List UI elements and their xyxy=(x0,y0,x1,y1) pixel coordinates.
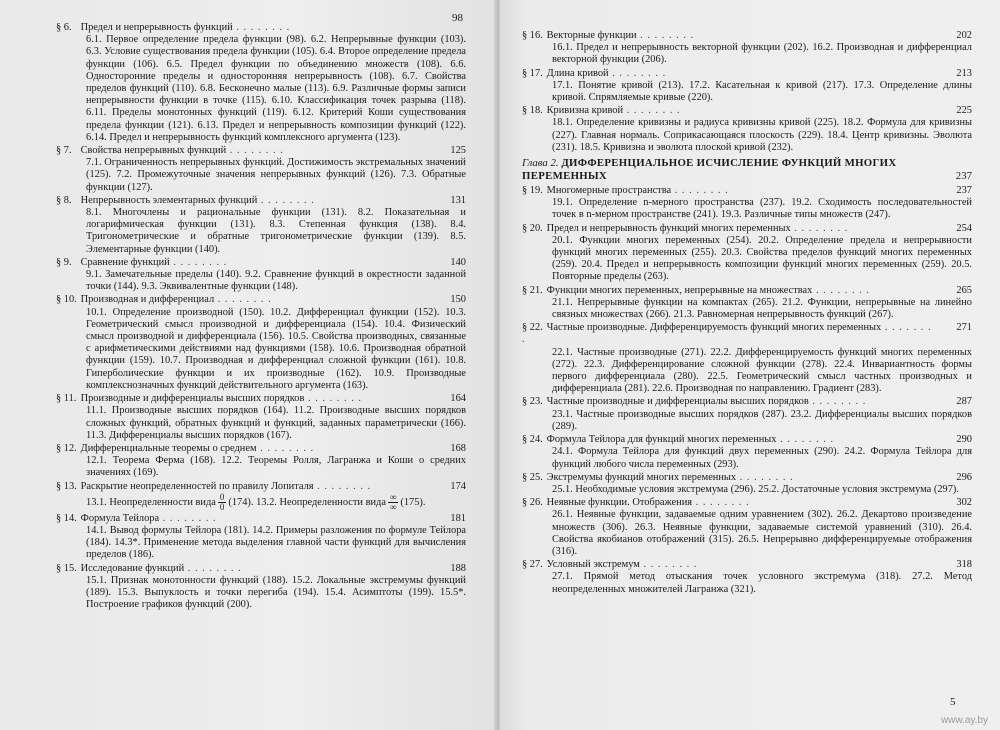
subsection-list: 11.1. Производные высших порядков (164). 11.2. Производные высших порядков сложных функций, обратных функций и функций, заданных параметрически (166). 11.3. Дифференциалы высших порядков (167). xyxy=(86,405,466,441)
section-title: Неявные функции. Отображения xyxy=(546,497,693,509)
subsection-list: 25.1. Необходимые условия экстремума (296). 25.2. Достаточные условия экстремума (297). xyxy=(552,483,959,495)
section-heading xyxy=(56,145,466,157)
section-page: 125 xyxy=(450,145,466,157)
leader-dots: . . . . . . . . xyxy=(184,562,242,574)
subsection-list: 21.1. Непрерывные функции на компактах (265). 21.2. Функции, непрерывные на линейно связных множествах (266). 21.3. Равномерная непрерывность функций (267). xyxy=(552,296,972,321)
leader-dots: . . . . . . . . xyxy=(256,442,315,454)
leader-dots: . . . . . . . . xyxy=(159,512,217,524)
toc-entry xyxy=(56,22,466,144)
toc-entry xyxy=(522,472,972,496)
section-number: § 22. xyxy=(522,322,543,334)
section-heading xyxy=(56,563,466,575)
section-number: § 16. xyxy=(522,30,543,41)
section-title: Формула Тейлора xyxy=(80,512,160,524)
section-title: Производные и дифференциалы высших порядков xyxy=(80,393,305,405)
section-number: § 12. xyxy=(56,442,77,454)
section-page: 265 xyxy=(956,284,972,296)
chapter-title: ДИФФЕРЕНЦИАЛЬНОЕ ИСЧИСЛЕНИЕ ФУНКЦИЙ МНОГИХ ПЕРЕМЕННЫХ xyxy=(522,157,897,183)
leader-dots: . . . . . . . . xyxy=(313,480,372,492)
subsection-list xyxy=(56,493,466,512)
section-heading xyxy=(522,472,972,484)
fraction-denominator: ∞ xyxy=(389,501,397,512)
leader-dots: . . . . . . . . xyxy=(671,185,729,197)
leader-dots: . . . . . . . . xyxy=(808,396,867,408)
section-title: Свойства непрерывных функций xyxy=(80,145,227,157)
section-heading xyxy=(522,497,972,509)
section-heading xyxy=(522,434,972,446)
section-title: Частные производные. Дифференцируемость функций многих переменных xyxy=(546,322,882,334)
section-heading xyxy=(522,30,972,42)
section-title: Векторные функции xyxy=(546,30,637,41)
section-number: § 18. xyxy=(522,105,543,117)
subsection-text: 13.1. Неопределенности вида xyxy=(86,496,216,508)
subsection-list: 22.1. Частные производные (271). 22.2. Дифференцируемость функций многих переменных (272). 22.3. Дифференцирование сложной функции (278). 22.4. Инвариантность формы первого дифференциала (280). 22.5. Геометрический смысл частных производных и дифференциала (281). 22.6. Производная по направлению. Градиент (283). xyxy=(552,346,972,395)
section-page: 254 xyxy=(956,222,972,234)
subsection-list: 12.1. Теорема Ферма (168). 12.2. Теоремы Ролля, Лагранжа и Коши о средних значениях (169). xyxy=(86,455,466,479)
leader-dots: . . . . . . . . xyxy=(214,294,272,306)
toc-entry xyxy=(522,105,972,154)
toc-entry xyxy=(522,30,972,67)
fraction-numerator: 0 xyxy=(219,491,225,502)
section-heading xyxy=(522,559,972,571)
section-number: § 6. xyxy=(56,22,72,33)
toc-entry xyxy=(522,223,972,284)
section-title: Условный экстремум xyxy=(546,559,640,571)
toc-entry xyxy=(522,68,972,105)
toc-entry xyxy=(56,481,466,512)
toc-right-column xyxy=(522,30,972,597)
subsection-list: 7.1. Ограниченность непрерывных функций. Достижимость экстремальных значений (125). 7.2. Промежуточные значения непрерывных функций (126). 7.3. Обратные функции (127). xyxy=(86,157,466,193)
subsection-list: 15.1. Признак монотонности функций (188). 15.2. Локальные экстремумы функций (189). 15.3. Выпуклость и точки перегиба (194). 15.4. Асимптоты (199). 15.5*. Построение графиков функций (200). xyxy=(86,574,466,611)
section-number: § 26. xyxy=(522,497,543,509)
section-title: Непрерывность элементарных функций xyxy=(80,194,258,206)
section-page: 290 xyxy=(956,434,972,446)
section-page: 164 xyxy=(450,393,466,405)
subsection-list: 24.1. Формула Тейлора для функций двух переменных (290). 24.2. Формула Тейлора для функций любого числа переменных (293). xyxy=(552,446,972,470)
section-title: Многомерные пространства xyxy=(546,185,672,197)
section-heading xyxy=(56,22,466,34)
subsection-list: 20.1. Функции многих переменных (254). 20.2. Определение предела и непрерывности функций многих переменных (255). 20.3. Свойства пределов функций многих переменных (259). 20.4. Предел и непрерывность композиции функций многих переменных (259). 20.5. Повторные пределы (263). xyxy=(552,234,972,283)
section-heading xyxy=(56,195,466,207)
subsection-list: 23.1. Частные производные высших порядков (287). 23.2. Дифференциалы высших порядков (289). xyxy=(552,408,972,432)
subsection-list: 19.1. Определение n-мерного пространства (237). 19.2. Сходимость последовательностей точек в n-мерном пространстве (241). 19.3. Различные типы множеств (247). xyxy=(552,197,972,221)
section-number: § 8. xyxy=(56,194,72,206)
section-heading xyxy=(56,443,466,455)
section-page: 168 xyxy=(450,442,466,454)
leader-dots: . . . . . . . . xyxy=(232,22,291,33)
section-title: Дифференциальные теоремы о среднем xyxy=(80,442,257,454)
toc-entry xyxy=(56,195,466,256)
watermark: www.ay.by xyxy=(940,715,988,726)
section-heading xyxy=(56,294,466,306)
toc-entry xyxy=(56,145,466,194)
subsection-list: 17.1. Понятие кривой (213). 17.2. Касательная к кривой (217). 17.3. Определение длины кривой. Спрямляемые кривые (220). xyxy=(552,79,972,104)
toc-entry xyxy=(522,497,972,558)
leader-dots: . . . . . . . . xyxy=(623,105,681,117)
section-page: 287 xyxy=(956,396,972,408)
section-page: 181 xyxy=(450,512,466,524)
section-number: § 17. xyxy=(522,67,543,79)
leader-dots: . . . . . . . . xyxy=(736,471,794,483)
toc-left-column xyxy=(56,22,466,612)
toc-entry xyxy=(56,257,466,294)
section-page: 225 xyxy=(956,105,972,117)
section-title: Раскрытие неопределенностей по правилу Лопиталя xyxy=(80,480,314,492)
section-title: Функции многих переменных, непрерывные на множествах xyxy=(546,284,813,296)
section-number: § 13. xyxy=(56,480,77,492)
section-page: 271 xyxy=(956,322,972,334)
section-title: Предел и непрерывность функций xyxy=(80,22,233,33)
section-number: § 7. xyxy=(56,145,72,157)
leader-dots: . . . . . . . . xyxy=(608,67,667,79)
subsection-list: 10.1. Определение производной (150). 10.2. Дифференциал функции (152). 10.3. Геометрический смысл производной и дифференциала (154). 10.4. Физический смысл производной и дифференциала (156). 10.5. Свойства производных, связанные с арифметическими действиями над функциями (158). 10.6. Производная обратной функции (159). 10.7. Производная и дифференциал сложной функции (161). 10.8. Гиперболические функции и их производные (162). 10.9. Производные комплекснозначных функций действительного аргумента (163). xyxy=(86,306,466,391)
subsection-list: 6.1. Первое определение предела функции (98). 6.2. Непрерывные функции (103). 6.3. Условие существования предела функции (105). 6.4. Второе определение предела функции (106). 6.5. Предел функции по объединению множеств (108). 6.6. Односторонние пределы и односторонняя непрерывность (108). 6.7. Свойства пределов функций (110). 6.8. Бесконечно малые (113). 6.9. Различные формы записи непрерывности функции в точке (115). 6.10. Классификация точек разрыва (118). 6.11. Пределы монотонных функций (119). 6.12. Критерий Коши существования предела функции (121). 6.13. Предел и непрерывность композиции функций (122). 6.14. Предел и непрерывность функций комплексного аргумента (123). xyxy=(86,34,466,143)
section-heading xyxy=(56,513,466,525)
section-page: 202 xyxy=(956,30,972,41)
section-title: Экстремумы функций многих переменных xyxy=(546,471,737,483)
section-heading xyxy=(522,185,972,197)
leader-dots: . . . . . . . . xyxy=(636,30,695,41)
section-page: 237 xyxy=(956,185,972,197)
section-heading xyxy=(522,396,972,408)
section-heading xyxy=(522,285,972,297)
section-number: § 15. xyxy=(56,562,77,574)
section-heading xyxy=(522,223,972,235)
leader-dots: . . . . . . . . xyxy=(776,434,835,446)
toc-entry xyxy=(522,559,972,596)
chapter-heading xyxy=(522,157,972,183)
toc-entry xyxy=(522,322,972,395)
section-title: Производная и дифференциал xyxy=(80,294,215,306)
section-title: Формула Тейлора для функций многих переменных xyxy=(546,434,777,446)
leader-dots: . . . . . . . . xyxy=(522,322,932,346)
section-page: 318 xyxy=(956,559,972,571)
chapter-label: Глава 2. xyxy=(522,157,559,170)
leader-dots: . . . . . . . . xyxy=(304,393,362,405)
section-number: § 21. xyxy=(522,284,543,296)
section-heading xyxy=(522,68,972,80)
leader-dots: . . . . . . . . xyxy=(257,194,315,206)
section-heading xyxy=(522,322,972,346)
left-page xyxy=(0,0,496,730)
subsection-list: 14.1. Вывод формулы Тейлора (181). 14.2. Примеры разложения по формуле Тейлора (184). 14.3*. Применение метода выделения главной части функций для вычисления пределов (186). xyxy=(86,524,466,561)
section-heading xyxy=(56,481,466,493)
section-page: 150 xyxy=(450,294,466,306)
toc-entry xyxy=(56,443,466,480)
subsection-list: 18.1. Определение кривизны и радиуса кривизны кривой (225). 18.2. Формула для кривизны (227). Главная нормаль. Соприкасающаяся плоскость (229). 18.4. Центр кривизны. Эволюта (231). 18.5. Кривизна и эволюта плоской кривой (232). xyxy=(552,117,972,153)
subsection-list: 27.1. Прямой метод отыскания точек условного экстремума (318). 27.2. Метод неопределенных множителей Лагранжа (321). xyxy=(552,571,972,595)
section-number: § 11. xyxy=(56,393,77,405)
section-number: § 23. xyxy=(522,396,543,408)
subsection-text: (174). 13.2. Неопределенности вида xyxy=(228,496,386,508)
section-title: Длина кривой xyxy=(546,67,609,79)
fraction-denominator: 0 xyxy=(219,501,225,512)
section-title: Сравнение функций xyxy=(80,256,170,268)
section-title: Предел и непрерывность функций многих переменных xyxy=(546,222,791,234)
section-page: 131 xyxy=(450,194,466,206)
section-heading xyxy=(56,257,466,269)
fraction-numerator: ∞ xyxy=(389,491,397,502)
section-title: Кривизна кривой xyxy=(546,105,624,117)
section-number: § 9. xyxy=(56,256,72,268)
chapter-page: 237 xyxy=(955,170,972,183)
page-number: 5 xyxy=(950,696,956,708)
leader-dots: . . . . . . . . xyxy=(639,559,698,571)
section-page: 302 xyxy=(956,497,972,509)
toc-entry xyxy=(56,294,466,392)
subsection-text: (175). xyxy=(400,496,426,508)
leader-dots: . . . . . . . . xyxy=(812,284,870,296)
toc-entry xyxy=(522,185,972,222)
fraction xyxy=(388,493,398,512)
toc-entry xyxy=(56,563,466,612)
section-number: § 20. xyxy=(522,222,543,234)
page-number: 98 xyxy=(452,12,463,24)
toc-entry xyxy=(56,393,466,442)
toc-entry xyxy=(56,513,466,562)
section-number: § 19. xyxy=(522,185,543,197)
section-page: 296 xyxy=(956,471,972,483)
section-title: Частные производные и дифференциалы высших порядков xyxy=(546,396,809,408)
section-number: § 27. xyxy=(522,559,543,571)
leader-dots: . . . . . . . . xyxy=(169,256,228,268)
subsection-list: 9.1. Замечательные пределы (140). 9.2. Сравнение функций в окрестности заданной точки (144). 9.3. Эквивалентные функции (148). xyxy=(86,269,466,293)
section-number: § 24. xyxy=(522,434,543,446)
section-number: § 25. xyxy=(522,471,543,483)
leader-dots: . . . . . . . . xyxy=(692,497,750,509)
toc-entry xyxy=(522,396,972,433)
section-number: § 14. xyxy=(56,512,77,524)
section-page: 140 xyxy=(450,256,466,268)
section-page: 188 xyxy=(450,562,466,574)
fraction xyxy=(218,493,227,512)
section-number: § 10. xyxy=(56,294,77,306)
section-heading xyxy=(522,105,972,117)
subsection-list: 16.1. Предел и непрерывность векторной функции (202). 16.2. Производная и дифференциал векторной функции (206). xyxy=(552,42,972,66)
section-page: 213 xyxy=(956,67,972,79)
section-page: 174 xyxy=(450,480,466,492)
subsection-list: 8.1. Многочлены и рациональные функции (131). 8.2. Показательная и логарифмическая функции (131). 8.3. Степенная функция (138). 8.4. Тригонометрические и обратные тригонометрические функции (139). 8.5. Элементарные функции (140). xyxy=(86,207,466,255)
leader-dots: . . . . . . . . xyxy=(790,222,849,234)
leader-dots: . . . . . . . . xyxy=(226,145,284,157)
subsection-list: 26.1. Неявные функции, задаваемые одним уравнением (302). 26.2. Декартово произведение множеств (306). 26.3. Неявные функции, задаваемые системой уравнений (310). 26.4. Свойства якобианов отображений (315). 26.5. Непрерывно дифференцируемые отображения (316). xyxy=(552,509,972,557)
section-title: Исследование функций xyxy=(80,562,185,574)
section-heading xyxy=(56,393,466,405)
toc-entry xyxy=(522,434,972,471)
toc-entry xyxy=(522,285,972,322)
